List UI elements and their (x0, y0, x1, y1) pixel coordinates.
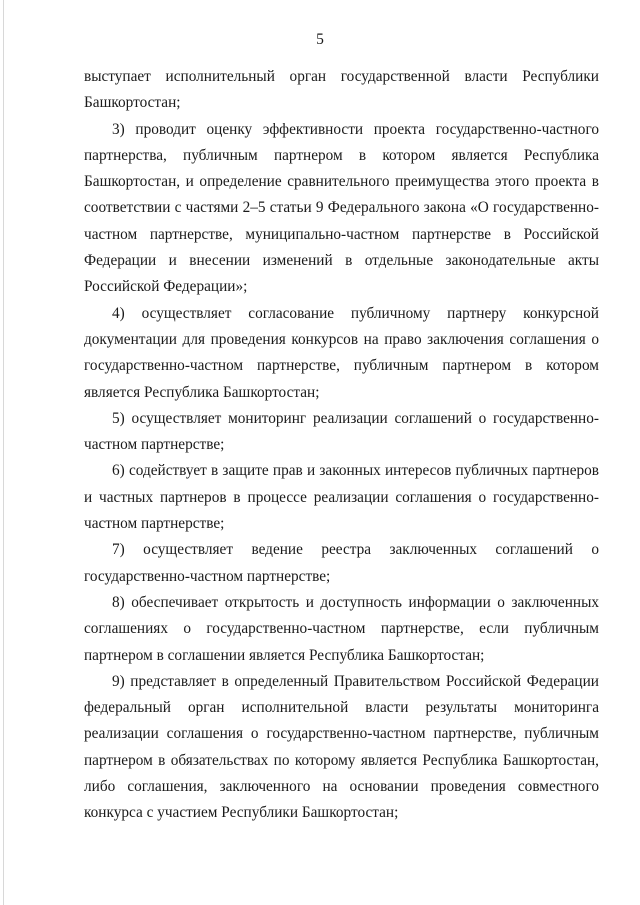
paragraph-item-3: 3) проводит оценку эффективности проекта государственно-частного партнерства, публичным партнером в котором является Республика Башкортостан, и определение сравнительного преимущества этого проекта в соответствии с частями 2–5 статьи 9 Федерального закона «О государственно-частном партнерстве, муниципально-частном партнерстве в Российской Федерации и внесении изменений в отдельные законодательные акты Российской Федерации»; (84, 120, 599, 296)
paragraph-item-6: 6) содействует в защите прав и законных интересов публичных партнеров и частных партнеров в процессе реализации соглашения о государственно-частном партнерстве; (84, 462, 599, 533)
paragraph-item-9: 9) представляет в определенный Правительством Российской Федерации федеральный орган исполнительной власти результаты мониторинга реализации соглашения о государственно-частном партнерстве, публичным партнером в обязательствах по которому является Республика Башкортостан, либо соглашения, заключенного на основании проведения совместного конкурса с участием Республики Башкортостан; (84, 672, 599, 822)
paragraph-item-7: 7) осуществляет ведение реестра заключенных соглашений о государственно-частном партнерстве; (84, 541, 599, 585)
paragraph-item-8: 8) обеспечивает открытость и доступность информации о заключенных соглашениях о государственно-частном партнерстве, если публичным партнером в соглашении является Республика Башкортостан; (84, 593, 599, 664)
paragraph-item-4: 4) осуществляет согласование публичному партнеру конкурсной документации для проведения конкурсов на право заключения соглашения о государственно-частном партнерстве, публичным партнером в котором является Республика Башкортостан; (84, 304, 599, 401)
page-number: 5 (316, 31, 324, 48)
scan-edge (3, 0, 4, 905)
paragraph-item-5: 5) осуществляет мониторинг реализации соглашений о государственно-частном партнерстве; (84, 409, 599, 454)
paragraph-continuation: выступает исполнительный орган государственной власти Республики Башкортостан; (84, 68, 599, 112)
document-body (84, 64, 599, 827)
